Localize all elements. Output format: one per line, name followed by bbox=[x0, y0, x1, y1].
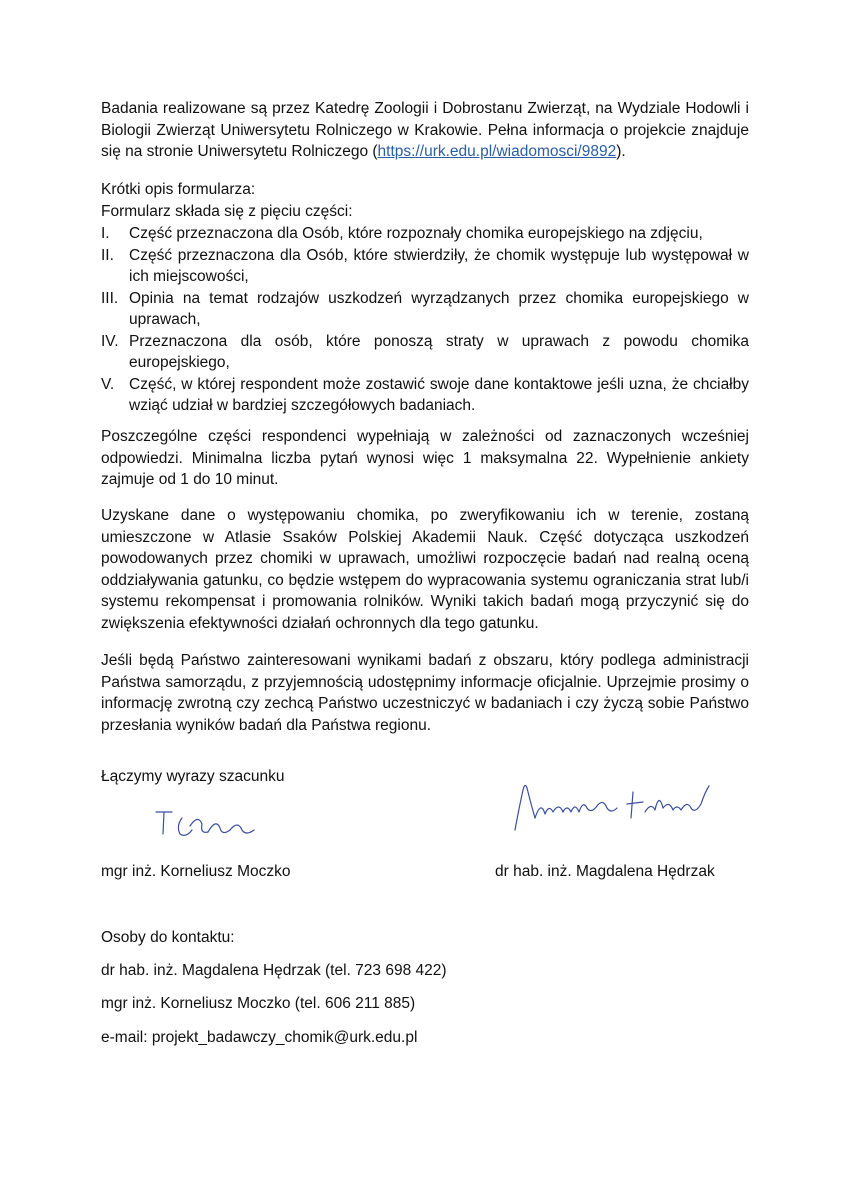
list-item-text: Część, w której respondent może zostawić swoje dane kontaktowe jeśli uzna, że chciałby wziąć udział w bardziej szczegółowych badaniach. bbox=[129, 375, 749, 414]
project-info-link[interactable]: https://urk.edu.pl/wiadomosci/9892 bbox=[377, 143, 617, 160]
list-item-number: V. bbox=[101, 375, 115, 393]
contact-email: e-mail: projekt_badawczy_chomik@urk.edu.pl bbox=[101, 1029, 418, 1046]
form-description-heading: Krótki opis formularza: bbox=[101, 181, 256, 198]
contact-line-moczko: mgr inż. Korneliusz Moczko (tel. 606 211 885) bbox=[101, 995, 416, 1012]
signatory-left-name: mgr inż. Korneliusz Moczko bbox=[101, 863, 291, 880]
intro-text: Badania realizowane są przez Katedrę Zoologii i Dobrostanu Zwierząt, na Wydziale Hodowli i Biologii Zwierząt Uniwersytetu Rolniczego w Krakowie. Pełna informacja o projekcie znajduje się na stronie Uniwersytetu Rolniczego ( bbox=[101, 100, 749, 160]
list-item-number: IV. bbox=[101, 332, 119, 350]
request-paragraph: Jeśli będą Państwo zainteresowani wynikami badań z obszaru, który podlega administracji Państwa samorządu, z przyjemnością udostępnimy informacje oficjalnie. Uprzejmie prosimy o informację zwrotną czy zechcą Państwo uczestniczyć w badaniach i czy życzą sobie Państwo przesłania wyników badań dla Państwa regionu. bbox=[101, 652, 749, 734]
intro-text-end: ). bbox=[616, 143, 626, 160]
list-item bbox=[101, 288, 749, 331]
data-usage-paragraph: Uzyskane dane o występowaniu chomika, po zweryfikowaniu ich w terenie, zostaną umieszczone w Atlasie Ssaków Polskiej Akademii Nauk. Część dotycząca uszkodzeń powodowanych przez chomiki w uprawach, umożliwi rozpoczęcie badań nad realną oceną oddziaływania gatunku, co będzie wstępem do wypracowania systemu ograniczania strat lub/i systemu rekompensat i promowania rolników. Wyniki takich badań mogą przyczynić się do zwiększenia efektywności działań ochronnych dla tego gatunku. bbox=[101, 507, 749, 632]
form-parts-list bbox=[101, 223, 749, 417]
list-item bbox=[101, 374, 749, 417]
list-item bbox=[101, 223, 749, 245]
signatory-right-name: dr hab. inż. Magdalena Hędrzak bbox=[495, 863, 715, 880]
list-item-text: Część przeznaczona dla Osób, które rozpoznały chomika europejskiego na zdjęciu, bbox=[129, 225, 703, 242]
closing-greeting: Łączymy wyrazy szacunku bbox=[101, 768, 285, 785]
list-item-number: III. bbox=[101, 289, 119, 307]
list-item-text: Opinia na temat rodzajów uszkodzeń wyrządzanych przez chomika europejskiego w uprawach, bbox=[129, 289, 749, 328]
list-item-text: Część przeznaczona dla Osób, które stwierdziły, że chomik występuje lub występował w ich miejscowości, bbox=[129, 246, 749, 285]
signature-moczko bbox=[150, 804, 270, 844]
form-description-subheading: Formularz składa się z pięciu części: bbox=[101, 202, 353, 220]
intro-paragraph bbox=[101, 98, 749, 163]
list-item-number: II. bbox=[101, 246, 114, 264]
list-item-number: I. bbox=[101, 225, 110, 242]
contact-line-hedrzak: dr hab. inż. Magdalena Hędrzak (tel. 723 698 422) bbox=[101, 962, 447, 979]
contact-heading: Osoby do kontaktu: bbox=[101, 929, 235, 946]
list-item bbox=[101, 245, 749, 288]
signature-hedrzak bbox=[505, 778, 725, 833]
form-description-intro bbox=[101, 179, 749, 222]
completion-paragraph: Poszczególne części respondenci wypełniają w zależności od zaznaczonych wcześniej odpowiedzi. Minimalna liczba pytań wynosi więc 1 maksymalna 22. Wypełnienie ankiety zajmuje od 1 do 10 minut. bbox=[101, 428, 749, 488]
list-item-text: Przeznaczona dla osób, które ponoszą straty w uprawach z powodu chomika europejskiego, bbox=[129, 332, 749, 371]
list-item bbox=[101, 331, 749, 374]
